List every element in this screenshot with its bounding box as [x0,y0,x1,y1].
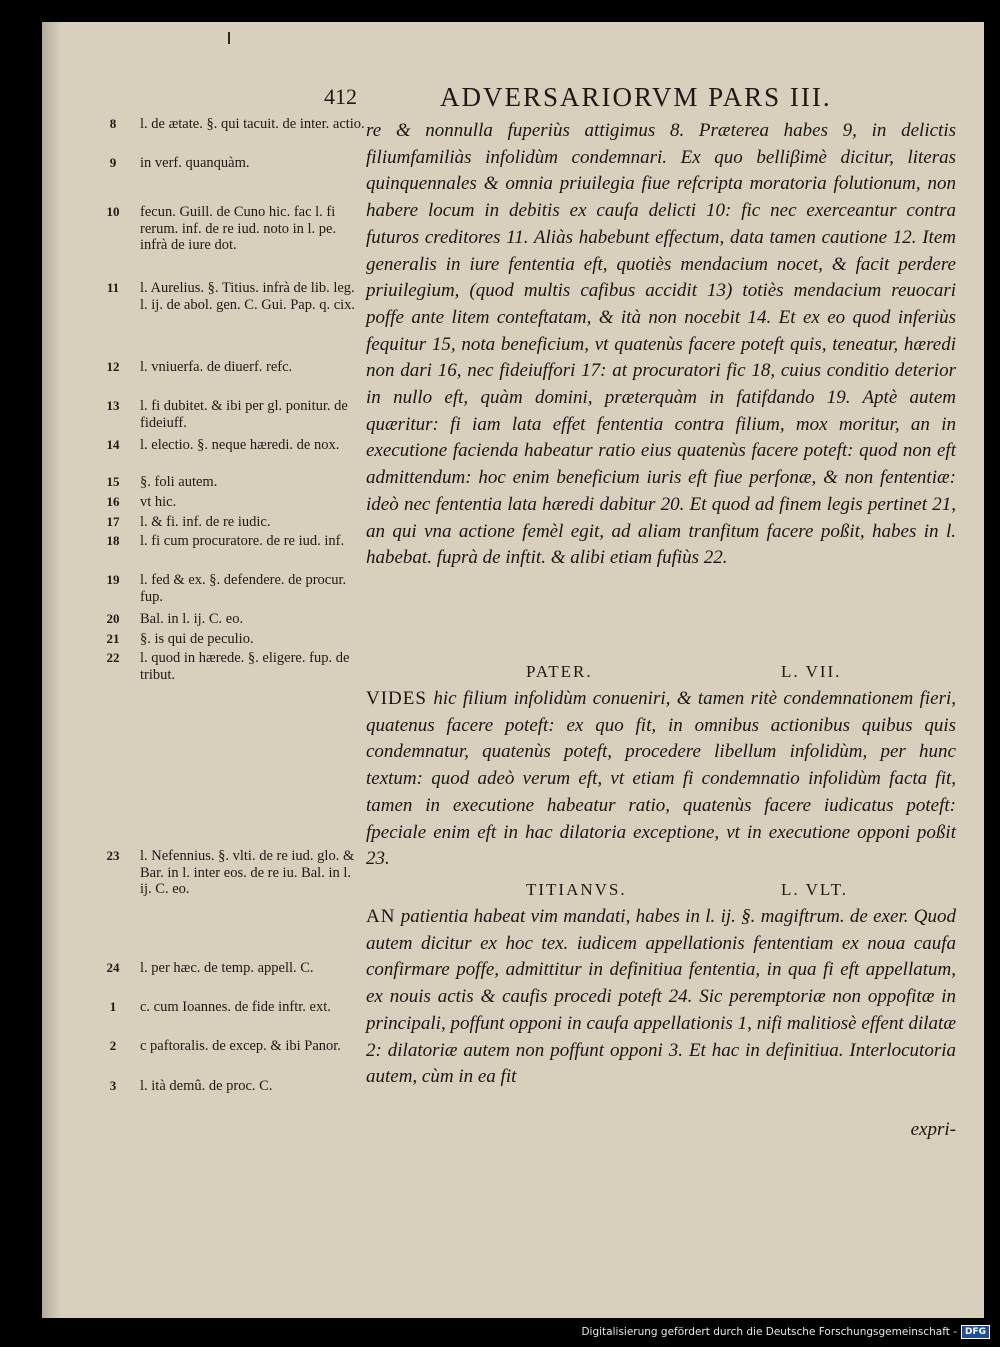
note-number: 17 [106,514,120,529]
marginal-note [106,494,365,511]
note-number: 22 [106,650,120,665]
note-text: l. vniuerfa. de diuerf. refc. [140,359,293,375]
note-text: l. electio. §. neque hæredi. de nox. [140,437,340,453]
note-text: c paftoralis. de excep. & ibi Panor. [140,1038,341,1054]
dfg-logo: DFG [961,1325,990,1339]
paragraph-text: hic filium infolidùm conueniri, & tamen ritè condemnationem fieri, quatenus facere poteft: ex quo fit, in omnibus actionibus quibus quis condemnatur, quatenùs poteft, procedere libellum infolidùm, per hunc textum: quod adeò verum eft, vt etiam fi condemnatio infolidùm facta fit, tamen in executione habeatur ratio, quatenùs facere iudicatus poteft: fpeciale enim eft in hac dilatoria exceptione, vt in executione opponi poßit 23. [366,688,956,870]
note-text: Bal. in l. ij. C. eo. [140,611,244,627]
note-text: l. ità demû. de proc. C. [140,1078,273,1094]
marginal-notes [42,22,365,1318]
note-text: l. Nefennius. §. vlti. de re iud. glo. & Bar. in l. inter eos. de re iu. Bal. in l. ij. C. eo. [140,848,355,897]
marginal-note [109,1038,365,1055]
note-number: 15 [106,474,120,489]
note-text: §. foli autem. [140,474,218,490]
marginal-note [106,572,365,605]
note-number: 1 [109,999,117,1014]
running-head: ADVERSARIORVM PARS III. [440,82,832,112]
footer-text: Digitalisierung gefördert durch die Deutsche Forschungsgemeinschaft - [581,1326,957,1338]
note-number: 21 [106,631,120,646]
marginal-note [106,960,365,977]
note-text: l. fi cum procuratore. de re iud. inf. [140,533,345,549]
marginal-note [106,474,365,491]
heading-law: L. VII. [781,662,842,681]
marginal-note [106,437,365,454]
note-number: 24 [106,960,120,975]
marginal-note [106,533,365,550]
dropcap: VIDES [366,688,427,709]
main-text-1: re & nonnulla fuperiùs attigimus 8. Præterea habes 9, in delictis filiumfamiliàs infolidùm condemnari. Ex quo belliβimè dicitur, literas quinquennales & omnia priuilegia fiue refcripta moratoria folutionum, non habere locum in debitis ex caufa delicti 10: fic nec exerceantur contra futuros creditores 11. Aliàs habebunt effectum, data tamen cautione 12. Item generalis in iure fententia eft, quotiès mendacium nocet, & facit perdere priuilegium, (quod multis cafibus accidit 13) totiès mendacium reuocari poffe ante litem conteftatam, & ità non nocebit 14. Et ex eo quod inferiùs fequitur 15, nota beneficium, vt quatenùs facere poteft quis, teneatur, hæredi non dari 16, nec fideiuffori 17: at procuratori fic 18, cuius conditio deterior in nullo eft, quàm domini, præterquàm in fatifdando 19. Aptè autem quæritur: fi iam lata effet fententia contra filium, mox moritur, an in executione facienda habeatur ratio eius quatenùs facere poteft: quod non eft admittendum: hoc enim beneficium iuris eft fiue perfonæ, & non fententiæ: ideò nec fententia lata hæredi dabitur 20. Et quod ad finem legis pertinet 21, an qui vna actione femèl egit, ad aliam tranfitum facere poßit, habes in l. habebat. fuprà de inftit. & alibi etiam fufiùs 22. [366,120,956,569]
note-text: l. de ætate. §. qui tacuit. de inter. actio. [140,116,365,132]
paragraph-text: patientia habeat vim mandati, habes in l. ij. §. magiftrum. de exer. Quod autem dicitur ex hoc tex. iudicem appellationis fententiam ex noua caufa confirmare poffe, admittitur in definitiua fententia, in qua fi eft appellatum, ex nouis actis & caufis procedi poteft 24. Sic peremptoriæ non oppofitæ in principali, poffunt opponi in caufa appellationis 1, nifi malitiosè effent dilatæ 2: dilatoriæ autem non poffunt opponi 3. Et hac in definitiua. Interlocutoria autem, cùm in ea fit [366,906,956,1088]
marginal-note [109,999,365,1016]
note-number: 3 [109,1078,117,1093]
note-text: §. is qui de peculio. [140,631,254,647]
marginal-note [106,398,365,431]
note-number: 13 [106,398,120,413]
book-page [42,22,984,1318]
marginal-note [106,611,365,628]
note-text: vt hic. [140,494,177,510]
dropcap: AN [366,906,396,927]
note-number: 23 [106,848,120,863]
note-text: l. fi dubitet. & ibi per gl. ponitur. de fideiuff. [140,398,348,431]
marginal-note [106,848,365,898]
marginal-note [106,514,365,531]
note-text: l. per hæc. de temp. appell. C. [140,960,314,976]
note-text: in verf. quanquàm. [140,155,250,171]
digitization-footer [581,1325,990,1339]
heading-name: TITIANVS. [526,880,627,899]
note-number: 11 [106,280,120,295]
note-number: 2 [109,1038,117,1053]
heading-law: L. VLT. [781,880,849,899]
marginal-note [106,359,365,376]
note-number: 10 [106,204,120,219]
note-text: l. quod in hærede. §. eligere. fup. de tribut. [140,650,350,683]
note-text: fecun. Guill. de Cuno hic. fac l. fi rerum. inf. de re iud. noto in l. pe. infrà de iure dot. [140,204,337,253]
heading-name: PATER. [526,662,593,681]
note-text: l. fed & ex. §. defendere. de procur. fup. [140,572,347,605]
note-number: 20 [106,611,120,626]
marginal-note [109,1078,365,1095]
note-number: 16 [106,494,120,509]
note-number: 19 [106,572,120,587]
note-text: l. & fi. inf. de re iudic. [140,514,271,530]
marginal-note [109,116,365,133]
marginal-note [106,280,365,313]
marginal-note [106,650,365,683]
note-text: c. cum Ioannes. de fide inftr. ext. [140,999,331,1015]
main-text-2 [366,686,956,873]
marginal-note [106,631,365,648]
marginal-note [106,204,365,254]
note-number: 14 [106,437,120,452]
note-number: 12 [106,359,120,374]
note-text: l. Aurelius. §. Titius. infrà de lib. leg. l. ij. de abol. gen. C. Gui. Pap. q. cix. [140,280,356,313]
marginal-note [109,155,365,172]
page-number: 412 [324,84,357,109]
catchword: expri- [910,1119,956,1140]
note-number: 18 [106,533,120,548]
note-number: 8 [109,116,117,131]
main-text-3 [366,904,956,1091]
note-number: 9 [109,155,117,170]
